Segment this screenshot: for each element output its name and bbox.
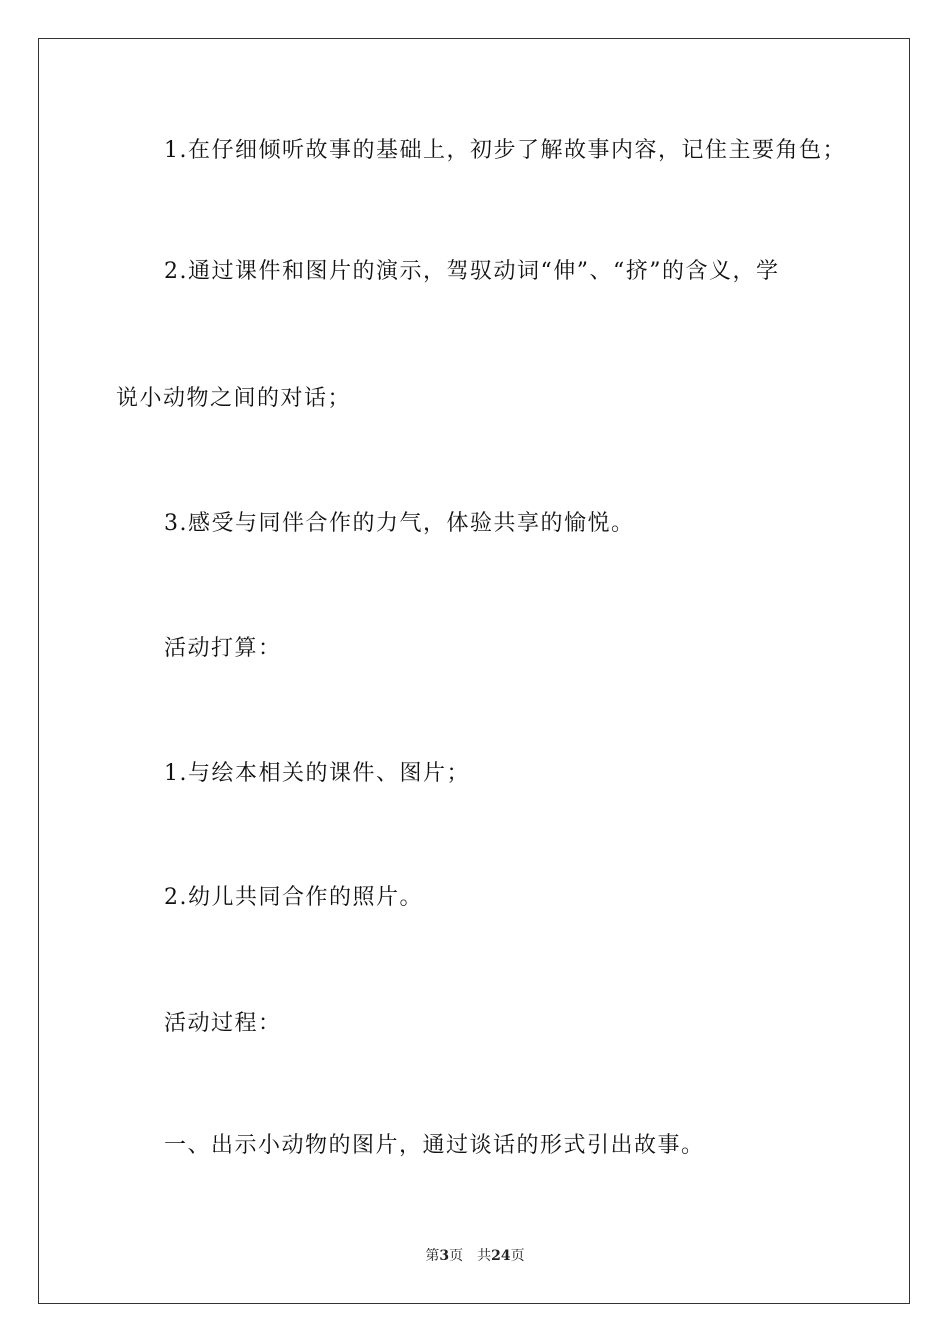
page-border bbox=[38, 38, 910, 1304]
paragraph-preparation-2: 2.幼儿共同合作的照片。 bbox=[164, 885, 423, 910]
paragraph-goal-2: 2.通过课件和图片的演示，驾驭动词“伸”、“挤”的含义，学 bbox=[164, 259, 780, 284]
paragraph-process-1: 一、出示小动物的图片，通过谈话的形式引出故事。 bbox=[164, 1133, 705, 1158]
paragraph-goal-3: 3.感受与同伴合作的力气，体验共享的愉悦。 bbox=[164, 511, 635, 536]
footer-page-prefix: 第 bbox=[425, 1248, 440, 1264]
paragraph-goal-2-continued: 说小动物之间的对话； bbox=[116, 386, 352, 411]
paragraph-preparation-1: 1.与绘本相关的课件、图片； bbox=[164, 761, 470, 786]
footer-total-suffix: 页 bbox=[510, 1248, 525, 1264]
paragraph-goal-1: 1.在仔细倾听故事的基础上，初步了解故事内容，记住主要角色； bbox=[164, 138, 846, 163]
footer-page-number: 3 bbox=[439, 1248, 450, 1264]
heading-preparation: 活动打算： bbox=[164, 636, 282, 661]
page-footer bbox=[0, 1246, 950, 1266]
footer-page-suffix: 页 bbox=[449, 1248, 464, 1264]
footer-total-prefix: 共 bbox=[477, 1248, 492, 1264]
heading-process: 活动过程： bbox=[164, 1011, 282, 1036]
footer-total-pages: 24 bbox=[491, 1248, 511, 1264]
